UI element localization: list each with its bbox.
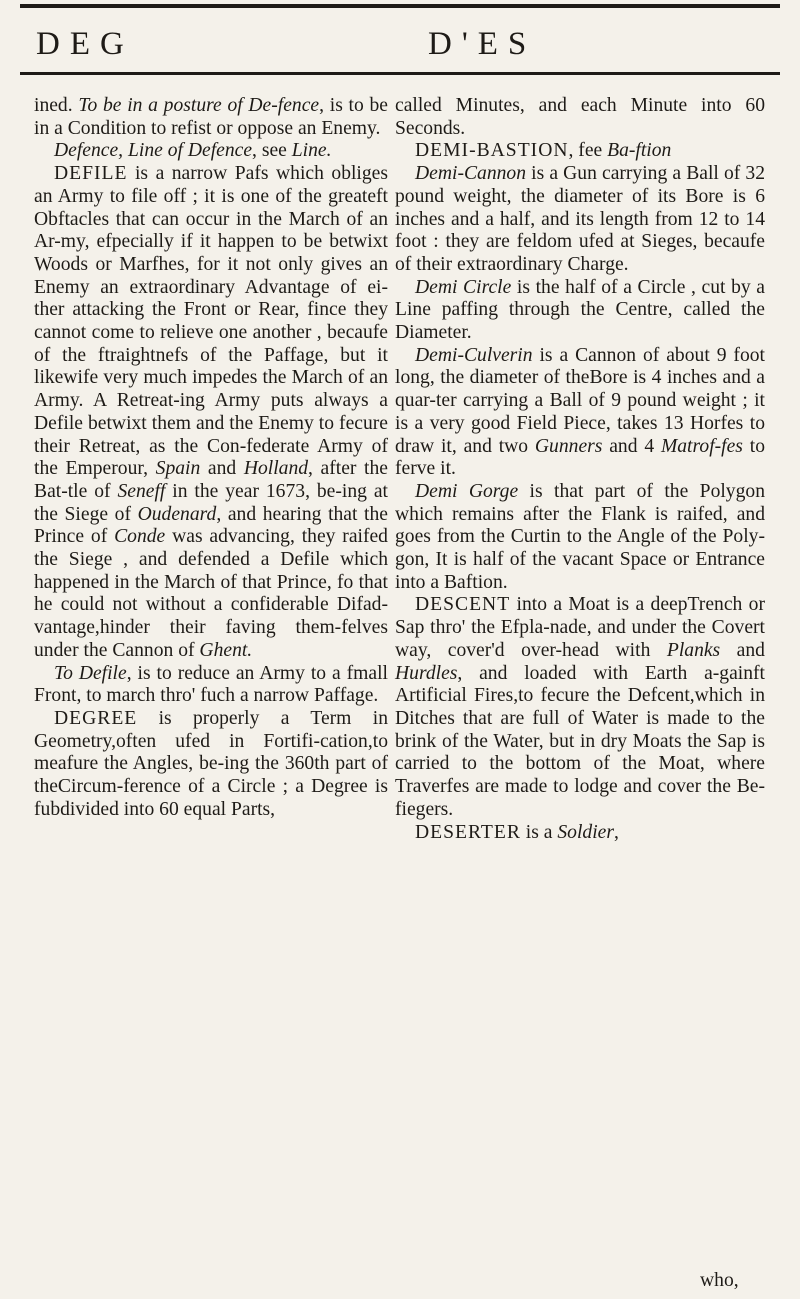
entry-demi-circle xyxy=(395,277,765,345)
italic-run: Defence, Line of Defence xyxy=(54,140,253,162)
entry-defence-see-line xyxy=(34,140,388,163)
italic-run: Hurdles xyxy=(395,662,458,684)
text-run: to ferve it. xyxy=(395,435,765,480)
running-head-right: D'ES xyxy=(428,26,537,62)
text-run: and xyxy=(200,458,244,480)
text-run: is that part of the Polygon which remains after the Flank is raifed, and goes from the Curtin to the Angle of the Poly-gon, It is half of the vacant Space or Entrance into a Baftion. xyxy=(395,480,765,593)
headword: DESCENT xyxy=(415,594,511,616)
text-run: and 4 xyxy=(602,435,661,457)
text-run: , and hearing that the Prince of xyxy=(34,503,388,548)
text-run: into a Moat is a deepTrench or Sap thro' the Efpla-nade, and under the Covert way, cover'd over-head with xyxy=(395,594,765,661)
italic-run: To be in a posture of De-fence xyxy=(78,95,320,116)
italic-run: Spain xyxy=(155,458,201,480)
entry-demi-bastion xyxy=(395,140,765,163)
text-run: and xyxy=(720,639,765,661)
entry-posture-of-defence xyxy=(34,95,388,140)
italic-run: Seneff xyxy=(117,480,166,502)
text-run: is a Cannon of about 9 foot long, the diameter of theBore is 4 inches and a quar-ter carrying a Ball of 9 pound weight ; it is a very good Field Piece, takes 13 Horfes to draw it, and two xyxy=(395,344,765,457)
headword: DEFILE xyxy=(54,163,128,185)
text-run: , is to be in a Condition to refist or oppose an Enemy. xyxy=(34,95,388,139)
text-run: is a Gun carrying a Ball of 32 pound weight, the diameter of its Bore is 6 inches and a half, and its length from 12 to 14 foot : they are feldom ufed at Sieges, becaufe of their extraordinary Charge. xyxy=(395,163,765,275)
entry-defile xyxy=(34,163,388,662)
text-run: , xyxy=(613,821,619,843)
text-run: is a narrow Pafs which obliges an Army to file off ; it is one of the greateft Obftacles that can occur in the March of an Ar-my, efpecially if it happen to be betwixt Woods or Marfhes, for it not only gives an Enemy an extraordinary Advantage of ei-ther attacking the Front or Rear, fince they cannot come to relieve one another , becaufe of the ftraightnefs of the Paffage, but it likewife very much impedes the March of an Army. A Retreat-ing Army puts always a Defile betwixt them and the Enemy to fecure their Retreat, as the Con-federate Army of the Emperour, xyxy=(34,163,388,480)
text-run: , see xyxy=(252,140,292,162)
italic-run: Line. xyxy=(291,140,332,162)
running-head-left: DEG xyxy=(36,26,134,62)
text-run: , is to reduce an Army to a fmall Front, to march thro' fuch a narrow Paffage. xyxy=(34,662,388,707)
running-head xyxy=(0,18,800,66)
entry-to-defile xyxy=(34,663,388,708)
italic-run: Holland xyxy=(243,458,309,480)
text-run: ined. xyxy=(34,95,79,116)
headword: DEMI-BASTION xyxy=(415,140,569,162)
entry-descent xyxy=(395,594,765,821)
italic-run: Ba-ftion xyxy=(607,140,672,162)
italic-run: Demi Circle xyxy=(415,276,512,298)
text-run: , and loaded with Earth a-gainft Artificial Fires,to fecure the Defcent,which in Ditches that are full of Water is made to the brink of the Water, but in dry Moats the Sap is carried to the bottom of the Moat, where Traverfes are made to lodge and cover the Be-fiegers. xyxy=(395,662,765,820)
italic-run: Planks xyxy=(666,639,721,661)
entry-degree-continued xyxy=(395,95,765,140)
italic-run: Demi-Cannon xyxy=(415,163,527,185)
catchword: who, xyxy=(700,1270,739,1291)
entry-demi-cannon xyxy=(395,163,765,277)
text-run: is a xyxy=(520,821,558,843)
text-run: , after the Bat-tle of xyxy=(34,458,388,502)
entry-degree xyxy=(34,708,388,822)
entry-deserter xyxy=(395,822,765,845)
italic-run: Demi Gorge xyxy=(415,480,519,502)
top-rule xyxy=(20,4,780,8)
text-run: , fee xyxy=(568,140,608,162)
italic-run: Matrof-fes xyxy=(660,435,743,457)
italic-run: Soldier xyxy=(557,821,614,843)
italic-run: Demi-Culverin xyxy=(415,344,533,366)
italic-run: Conde xyxy=(114,526,166,548)
entry-demi-gorge xyxy=(395,481,765,595)
italic-run: To Defile xyxy=(54,662,127,684)
italic-run: Oudenard xyxy=(137,503,217,525)
text-run: is properly a Term in Geometry,often ufed in Fortifi-cation,to meafure the Angles, be-ing the 360th part of theCircum-ference of a Circle ; a Degree is fubdivided into 60 equal Parts, xyxy=(34,707,388,820)
text-run: is the half of a Circle , cut by a Line paffing through the Centre, called the Diameter. xyxy=(395,276,765,344)
left-column xyxy=(34,95,388,822)
italic-run: Ghent. xyxy=(199,639,253,661)
head-rule xyxy=(20,72,780,75)
text-run: was advancing, they raifed the Siege , and defended a Defile which happened in the March of that Prince, fo that he could not without a confiderable Difad-vantage,hinder their faving them-felves under the Cannon of xyxy=(34,526,388,661)
entry-demi-culverin xyxy=(395,345,765,481)
headword: DESERTER xyxy=(415,821,521,843)
right-column xyxy=(395,95,765,844)
headword: DEGREE xyxy=(54,707,138,729)
text-run: in the year 1673, be-ing at the Siege of xyxy=(34,480,388,525)
text-run: called Minutes, and each Minute into 60 Seconds. xyxy=(395,95,765,139)
italic-run: Gunners xyxy=(534,435,603,457)
